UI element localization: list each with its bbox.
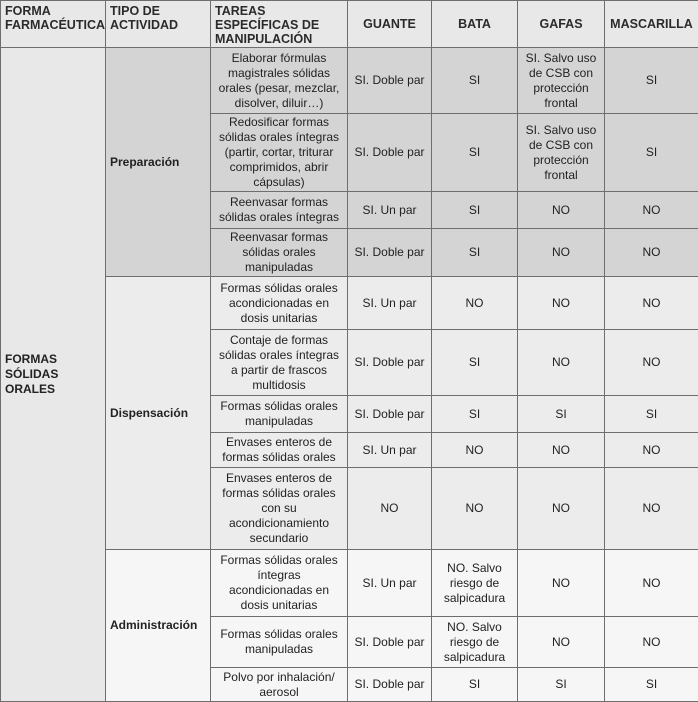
- gafas-cell: NO: [518, 617, 605, 668]
- tarea-cell: Redosificar formas sólidas orales íntegras (partir, cortar, triturar comprimidos, abrir cápsulas): [211, 114, 348, 192]
- guante-cell: SI. Doble par: [348, 668, 432, 702]
- header-gafas: GAFAS: [518, 1, 605, 48]
- guante-cell: SI. Doble par: [348, 617, 432, 668]
- guante-cell: SI. Doble par: [348, 330, 432, 396]
- tarea-cell: Formas sólidas orales acondicionadas en dosis unitarias: [211, 277, 348, 330]
- table-row: [1, 48, 698, 114]
- tarea-cell: Envases enteros de formas sólidas orales con su acondicionamiento secundario: [211, 468, 348, 550]
- bata-cell: NO: [432, 277, 518, 330]
- tarea-cell: Elaborar fórmulas magistrales sólidas orales (pesar, mezclar, disolver, diluir…): [211, 48, 348, 114]
- gafas-cell: NO: [518, 468, 605, 550]
- mascarilla-cell: NO: [605, 330, 698, 396]
- guante-cell: SI. Un par: [348, 550, 432, 617]
- tarea-cell: Contaje de formas sólidas orales íntegras a partir de frascos multidosis: [211, 330, 348, 396]
- mascarilla-cell: SI: [605, 396, 698, 433]
- gafas-cell: NO: [518, 433, 605, 468]
- gafas-cell: SI. Salvo uso de CSB con protección frontal: [518, 48, 605, 114]
- table-row: [1, 550, 698, 617]
- header-bata: BATA: [432, 1, 518, 48]
- gafas-cell: SI. Salvo uso de CSB con protección frontal: [518, 114, 605, 192]
- mascarilla-cell: NO: [605, 617, 698, 668]
- bata-cell: NO. Salvo riesgo de salpicadura: [432, 550, 518, 617]
- table-row: [1, 277, 698, 330]
- header-tipo: TIPO DE ACTIVIDAD: [106, 1, 211, 48]
- tarea-cell: Polvo por inhalación/ aerosol: [211, 668, 348, 702]
- gafas-cell: NO: [518, 550, 605, 617]
- group-dispensacion: Dispensación: [106, 277, 211, 550]
- header-guante: GUANTE: [348, 1, 432, 48]
- gafas-cell: NO: [518, 330, 605, 396]
- mascarilla-cell: NO: [605, 433, 698, 468]
- mascarilla-cell: NO: [605, 468, 698, 550]
- header-mascarilla: MASCARILLA: [605, 1, 698, 48]
- guante-cell: SI. Un par: [348, 433, 432, 468]
- gafas-cell: SI: [518, 668, 605, 702]
- mascarilla-cell: SI: [605, 48, 698, 114]
- mascarilla-cell: NO: [605, 229, 698, 277]
- bata-cell: SI: [432, 114, 518, 192]
- header-tareas: TAREAS ESPECÍFICAS DE MANIPULACIÓN: [211, 1, 348, 48]
- guante-cell: SI. Doble par: [348, 229, 432, 277]
- tarea-cell: Envases enteros de formas sólidas orales: [211, 433, 348, 468]
- header-row: [1, 1, 698, 48]
- group-administracion: Administración: [106, 550, 211, 702]
- tarea-cell: Formas sólidas orales manipuladas: [211, 396, 348, 433]
- bata-cell: NO. Salvo riesgo de salpicadura: [432, 617, 518, 668]
- gafas-cell: NO: [518, 277, 605, 330]
- gafas-cell: NO: [518, 192, 605, 229]
- tarea-cell: Formas sólidas orales manipuladas: [211, 617, 348, 668]
- mascarilla-cell: NO: [605, 192, 698, 229]
- mascarilla-cell: SI: [605, 114, 698, 192]
- bata-cell: SI: [432, 48, 518, 114]
- bata-cell: SI: [432, 330, 518, 396]
- guante-cell: SI. Un par: [348, 192, 432, 229]
- tarea-cell: Formas sólidas orales íntegras acondicionadas en dosis unitarias: [211, 550, 348, 617]
- guante-cell: SI. Doble par: [348, 396, 432, 433]
- mascarilla-cell: NO: [605, 550, 698, 617]
- bata-cell: SI: [432, 668, 518, 702]
- tarea-cell: Reenvasar formas sólidas orales manipuladas: [211, 229, 348, 277]
- guante-cell: SI. Doble par: [348, 114, 432, 192]
- mascarilla-cell: NO: [605, 277, 698, 330]
- guante-cell: SI. Un par: [348, 277, 432, 330]
- mascarilla-cell: SI: [605, 668, 698, 702]
- guante-cell: SI. Doble par: [348, 48, 432, 114]
- bata-cell: SI: [432, 192, 518, 229]
- bata-cell: NO: [432, 468, 518, 550]
- bata-cell: SI: [432, 396, 518, 433]
- forma-cell: FORMAS SÓLIDAS ORALES: [1, 48, 106, 702]
- gafas-cell: NO: [518, 229, 605, 277]
- header-forma: FORMA FARMACÉUTICA: [1, 1, 106, 48]
- bata-cell: NO: [432, 433, 518, 468]
- tarea-cell: Reenvasar formas sólidas orales íntegras: [211, 192, 348, 229]
- gafas-cell: SI: [518, 396, 605, 433]
- group-preparacion: Preparación: [106, 48, 211, 277]
- bata-cell: SI: [432, 229, 518, 277]
- guante-cell: NO: [348, 468, 432, 550]
